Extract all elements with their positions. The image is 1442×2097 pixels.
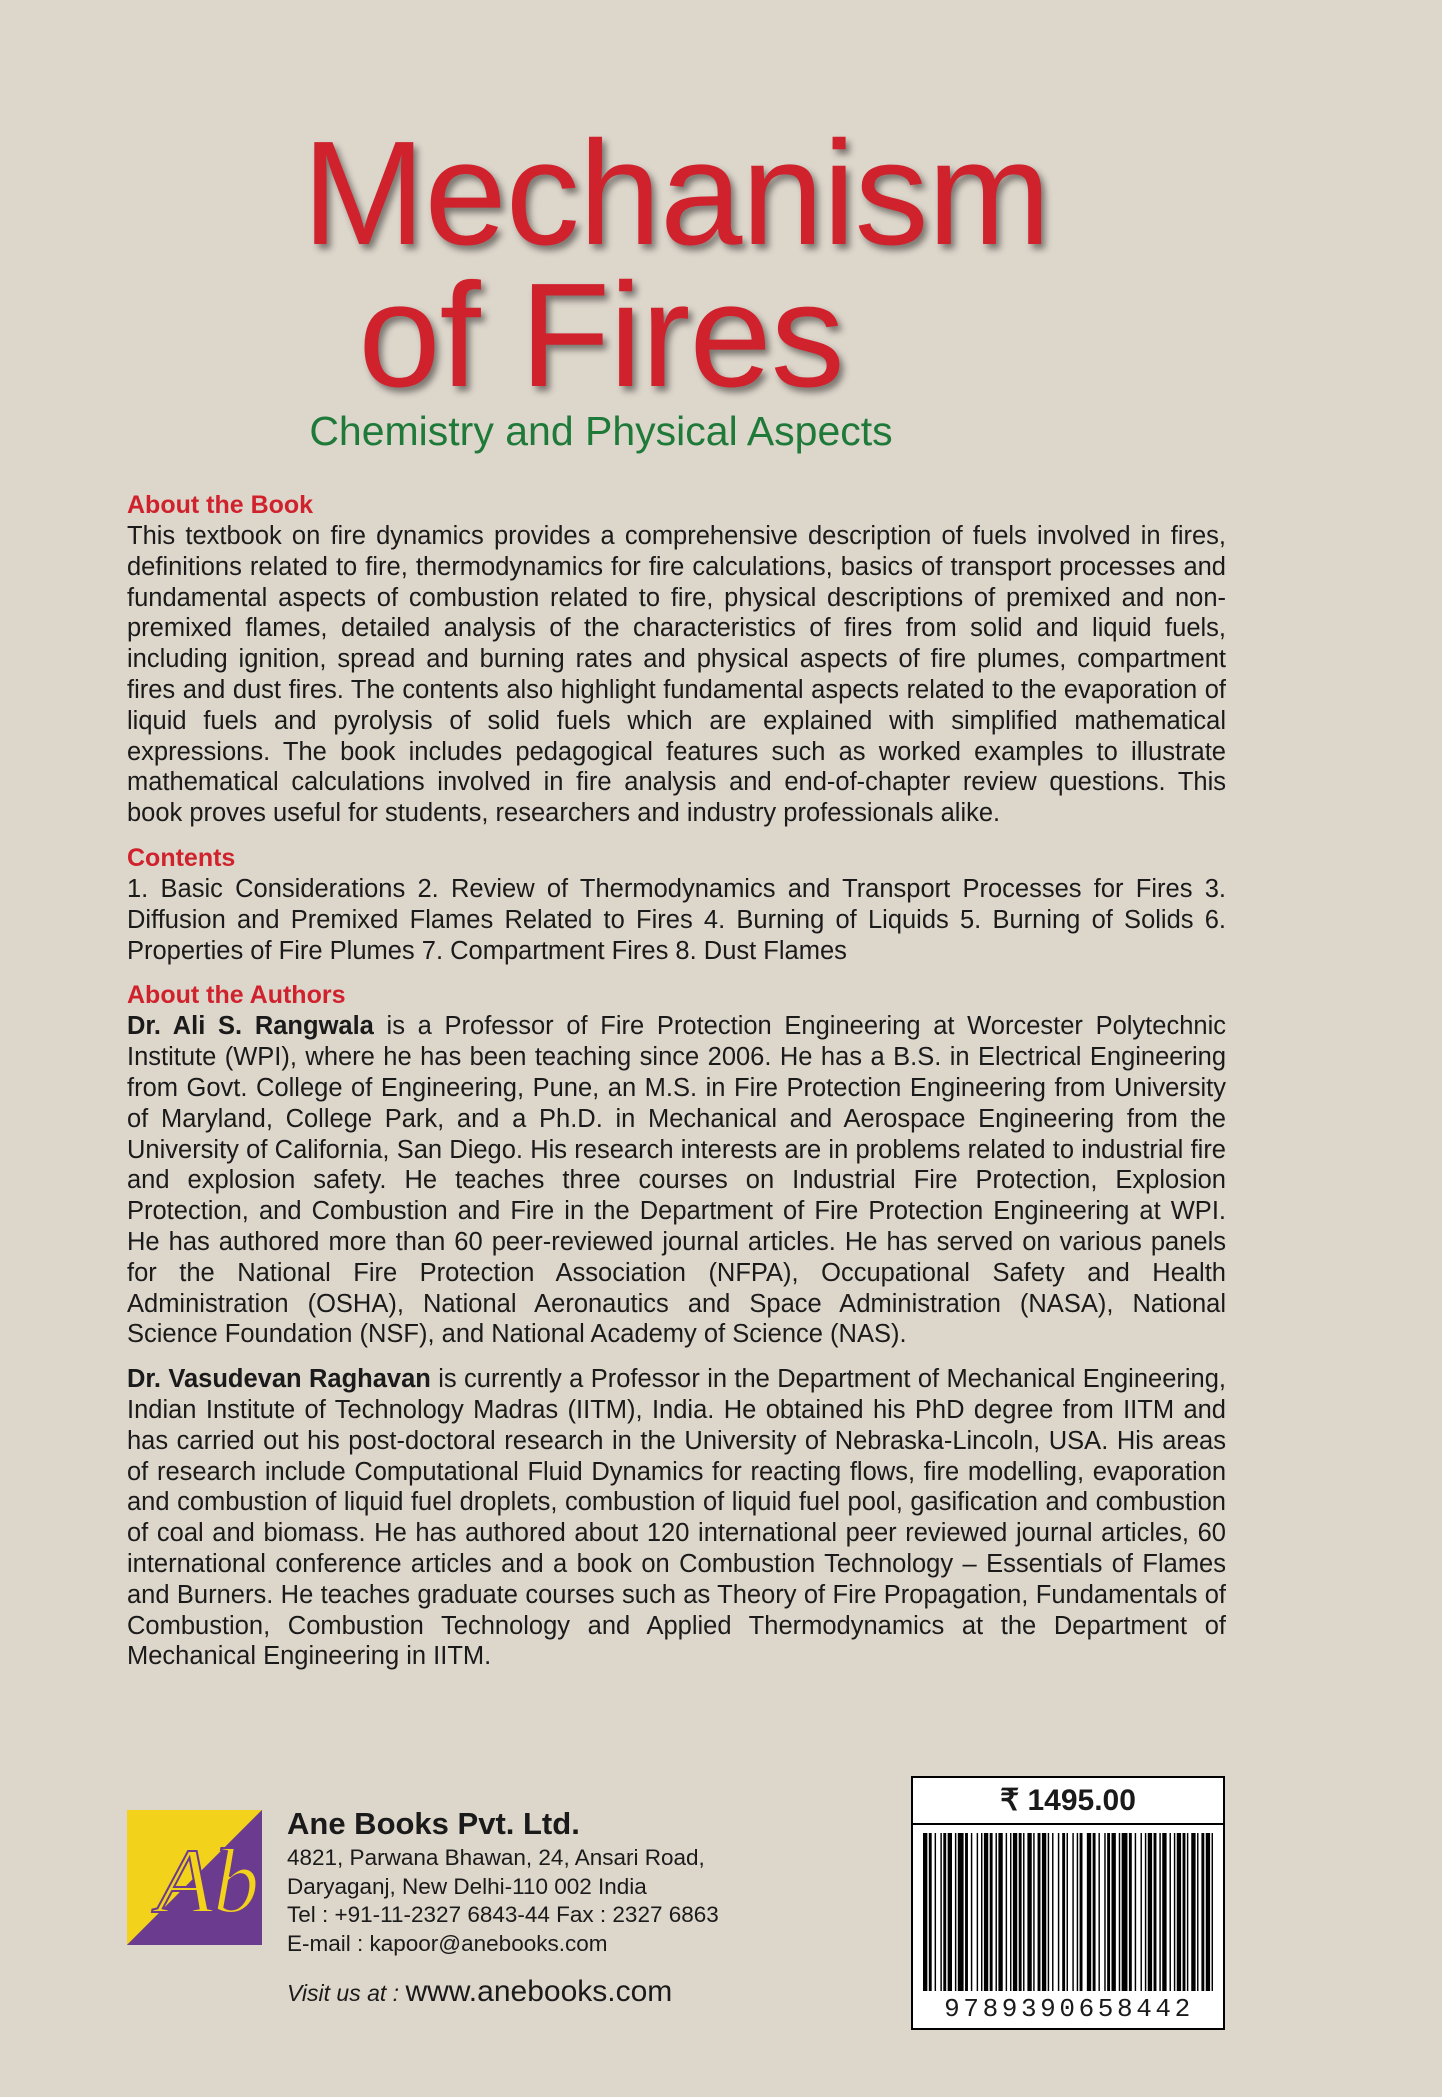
barcode-bar [977, 1833, 978, 1991]
barcode-bar [1023, 1833, 1024, 1991]
barcode-bar [1145, 1833, 1146, 1991]
barcode-bar [1154, 1833, 1157, 1991]
barcode-bar [990, 1833, 993, 1991]
barcode-bar [1052, 1833, 1053, 1991]
publisher-name: Ane Books Pvt. Ltd. [287, 1806, 580, 1841]
barcode-bar [1206, 1833, 1210, 1991]
barcode-bar [1141, 1833, 1142, 1991]
barcode-bar [1148, 1833, 1152, 1991]
book-title-line2: of Fires [358, 253, 844, 418]
barcode-bar [923, 1833, 927, 1991]
barcode-bar [1048, 1833, 1049, 1991]
visit-line [287, 1975, 672, 2009]
barcode-bar [1006, 1833, 1007, 1991]
barcode-bar [940, 1833, 941, 1991]
publisher-address-2: Daryaganj, New Delhi-110 002 India [287, 1873, 647, 1899]
barcode-bar [1067, 1833, 1068, 1991]
barcode-bar [1183, 1833, 1186, 1991]
barcode-bar [1072, 1833, 1073, 1991]
barcode-bar [1197, 1833, 1198, 1991]
publisher-logo-icon [127, 1810, 262, 1945]
publisher-website-link[interactable]: www.anebooks.com [405, 1975, 673, 2008]
contents-text: 1. Basic Considerations 2. Review of Thermodynamics and Transport Processes for Fires 3. Diffusion and Premixed Flames Related to Fires 4. Burning of Liquids 5. Burning of Solids 6. Properties of Fire Plumes 7. Compartment Fires 8. Dust Flames [127, 874, 1226, 965]
barcode-bar [1098, 1833, 1099, 1991]
barcode-bar [998, 1833, 1002, 1991]
barcode-bar [1104, 1833, 1105, 1991]
author1-name: Dr. Ali S. Rangwala [127, 1012, 374, 1041]
barcode-bar [1170, 1833, 1171, 1991]
price-barcode-box [911, 1776, 1225, 2030]
barcode-bar [1033, 1833, 1034, 1991]
publisher-phone: Tel : +91-11-2327 6843-44 Fax : 2327 6863 [287, 1902, 719, 1927]
about-book-heading: About the Book [127, 491, 314, 519]
barcode-bar [1177, 1833, 1181, 1991]
book-subtitle: Chemistry and Physical Aspects [309, 408, 893, 454]
barcode-bar [1201, 1833, 1204, 1991]
back-cover-text [127, 490, 1226, 1672]
author2-bio-block [127, 1364, 1226, 1672]
barcode-bar [1162, 1833, 1166, 1991]
barcode-bar [1159, 1833, 1160, 1991]
barcode-bar [1119, 1833, 1120, 1991]
book-title-line1: Mechanism [302, 111, 1050, 276]
author2-name: Dr. Vasudevan Raghavan [127, 1365, 431, 1394]
barcode-bar [1191, 1833, 1195, 1991]
barcode-bar [1187, 1833, 1188, 1991]
barcode [923, 1833, 1217, 1991]
publisher-logo [127, 1810, 262, 1945]
isbn-digits: 9789390658442 [944, 1994, 1194, 2024]
barcode-bar [984, 1833, 988, 1991]
barcode-bar [1093, 1833, 1096, 1991]
barcode-bar [1129, 1833, 1132, 1991]
barcode-bar [965, 1833, 968, 1991]
barcode-bar [1058, 1833, 1059, 1991]
publisher-address-1: 4821, Parwana Bhawan, 24, Ansari Road, [287, 1845, 705, 1870]
publisher-email[interactable]: E-mail : kapoor@anebooks.com [287, 1930, 608, 1956]
contents-heading: Contents [127, 843, 236, 872]
logo-text: Ab [157, 1830, 260, 1932]
barcode-bar [1212, 1833, 1213, 1991]
barcode-bar [1135, 1833, 1136, 1991]
barcode-bar [1112, 1833, 1116, 1991]
barcode-bar [1087, 1833, 1091, 1991]
barcode-bar [935, 1833, 936, 1991]
publisher-info [287, 1804, 719, 1958]
barcode-bar [981, 1833, 982, 1991]
barcode-bar [1013, 1833, 1017, 1991]
barcode-bar [996, 1833, 997, 1991]
author2-bio: is currently a Professor in the Department of Mechanical Engineering, Indian Institute of Technology Madras (IITM), India. He obtained his PhD degree from IITM and has carried out his post-doctoral research in the University of Nebraska-Lincoln, USA. His areas of research include Computational Fluid Dynamics for reacting flows, fire modelling, evaporation and combustion of liquid fuel droplets, combustion of liquid fuel pool, gasification and combustion of coal and biomass. He has authored about 120 international peer reviewed journal articles, 60 international conference articles and a book on Combustion Technology – Essentials of Flames and Burners. He teaches graduate courses such as Theory of Fire Propagation, Fundamentals of Combustion, Combustion Technology and Applied Thermodynamics at the Department of Mechanical Engineering in IITM. [127, 1365, 1226, 1671]
author1-bio: is a Professor of Fire Protection Engineering at Worcester Polytechnic Institute (WPI), where he has been teaching since 2006. He has a B.S. in Electrical Engineering from Govt. College of Engineering, Pune, an M.S. in Fire Protection Engineering from University of Maryland, College Park, and a Ph.D. in Mechanical and Aerospace Engineering from the University of California, San Diego. His research interests are in problems related to industrial fire and explosion safety. He teaches three courses on Industrial Fire Protection, Explosion Protection, and Combustion and Fire in the Department of Fire Protection Engineering at WPI. He has authored more than 60 peer-reviewed journal articles. He has served on various panels for the National Fire Protection Association (NFPA), Occupational Safety and Health Administration (OSHA), National Aeronautics and Space Administration (NASA), National Science Foundation (NSF), and National Academy of Science (NAS). [127, 1012, 1226, 1349]
barcode-bar [1080, 1833, 1083, 1991]
barcode-bar [1107, 1833, 1110, 1991]
barcode-bar [1174, 1833, 1175, 1991]
about-book-text: This textbook on fire dynamics provides a comprehensive description of fuels involved in fires, definitions related to fire, thermodynamics for fire calculations, basics of transport processes and fundamental aspects of combustion related to fire, physical descriptions of premixed and non-premixed flames, detailed analysis of the characteristics of fires from solid and liquid fuels, including ignition, spread and burning rates and physical aspects of fire plumes, compartment fires and dust fires. The contents also highlight fundamental aspects related to the evaporation of liquid fuels and pyrolysis of solid fuels which are explained with simplified mathematical expressions. The book includes pedagogical features such as worked examples to illustrate mathematical calculations involved in fire analysis and end-of-chapter review questions. This book proves useful for students, researchers and industry professionals alike. [127, 522, 1226, 828]
barcode-bar [958, 1833, 964, 1991]
barcode-bar [1027, 1833, 1031, 1991]
barcode-bar [1038, 1833, 1041, 1991]
barcode-bar [1010, 1833, 1011, 1991]
author1-bio-block [127, 1011, 1226, 1350]
barcode-bar [943, 1833, 946, 1991]
barcode-bar [1042, 1833, 1046, 1991]
barcode-bar [1019, 1833, 1022, 1991]
barcode-bar [1122, 1833, 1128, 1991]
barcode-bar [1062, 1833, 1065, 1991]
visit-label: Visit us at : [287, 1980, 406, 2006]
barcode-bar [971, 1833, 972, 1991]
price-label: ₹ 1495.00 [913, 1778, 1223, 1825]
barcode-bar [948, 1833, 952, 1991]
barcode-bar [1077, 1833, 1078, 1991]
barcode-bar [929, 1833, 932, 1991]
about-authors-heading: About the Authors [127, 981, 346, 1010]
barcode-bar [955, 1833, 956, 1991]
